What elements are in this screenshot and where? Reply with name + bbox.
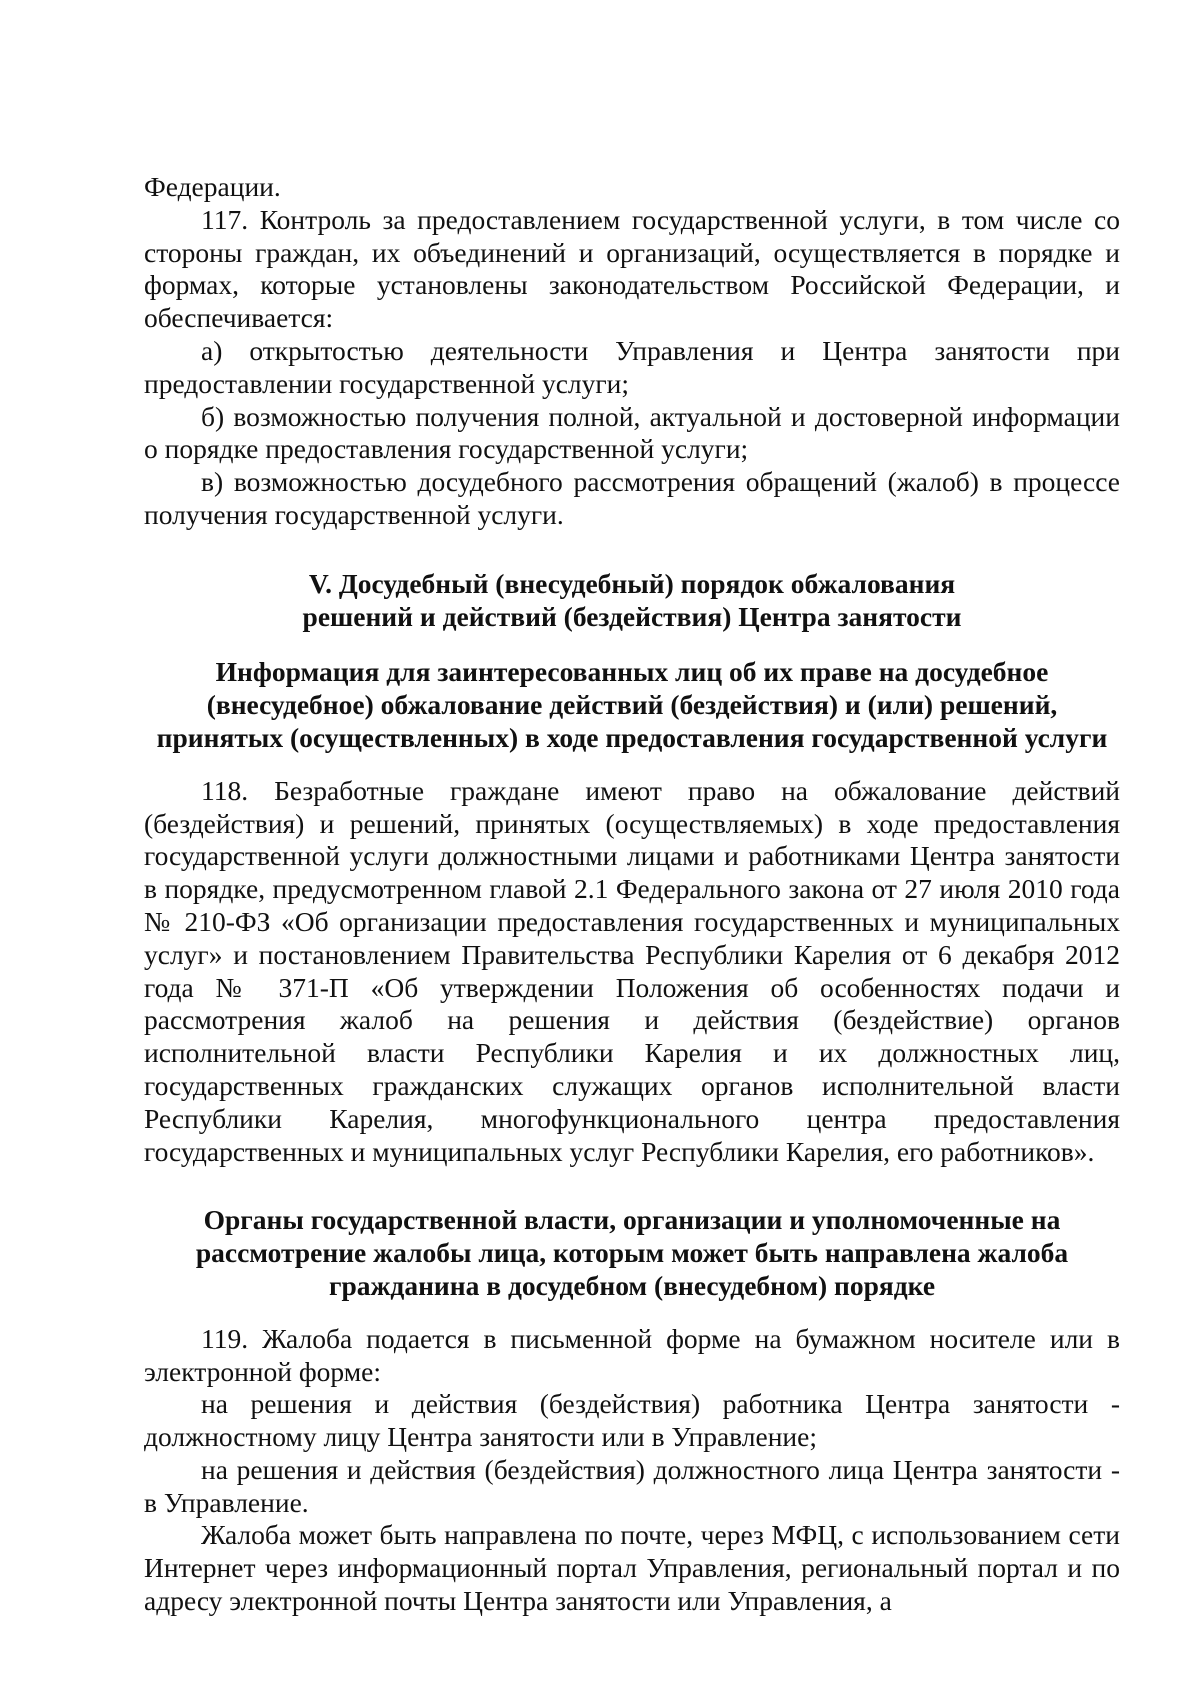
organs-heading: Органы государственной власти, организации и уполномоченные на рассмотрение жалобы лица, которым может быть направлена жалоба гражданина в досудебном (внесудебном) порядке	[195, 1204, 1069, 1301]
paragraph-117-v: в) возможностью досудебного рассмотрения обращений (жалоб) в процессе получения государственной услуги.	[144, 466, 1120, 530]
paragraph-119-item-2: на решения и действия (бездействия) должностного лица Центра занятости - в Управление.	[144, 1453, 1120, 1518]
continuation-text: Федерации.	[144, 171, 281, 202]
paragraph-117-a: а) открытостью деятельности Управления и Центра занятости при предоставлении государственной услуги;	[144, 334, 1120, 399]
info-heading: Информация для заинтересованных лиц об их праве на досудебное (внесудебное) обжалование действий (бездействия) и (или) решений, принятых (осуществленных) в ходе предоставления государственной услуги	[156, 656, 1108, 753]
paragraph-119: 119. Жалоба подается в письменной форме на бумажном носителе или в электронной форме:	[144, 1322, 1120, 1387]
paragraph-119-item-1: на решения и действия (бездействия) работника Центра занятости - должностному лицу Центра занятости или в Управление;	[144, 1388, 1120, 1453]
section-5-title	[144, 568, 1120, 634]
paragraph-117-b: б) возможностью получения полной, актуальной и достоверной информации о порядке предоставления государственной услуги;	[144, 400, 1120, 465]
section-5-title-line-2: решений и действий (бездействия) Центра занятости	[302, 600, 962, 632]
spacer	[144, 755, 1120, 775]
paragraph-117: 117. Контроль за предоставлением государственной услуги, в том числе со стороны граждан, их объединений и организаций, осуществляется в порядке и формах, которые установлены законодательством Российской Федерации, и обеспечивается:	[144, 203, 1120, 334]
section-5-title-line-1: V. Досудебный (внесудебный) порядок обжалования	[308, 567, 956, 599]
paragraph-118: 118. Безработные граждане имеют право на обжалование действий (бездействия) и решений, принятых (осуществляемых) в ходе предоставления государственной услуги должностными лицами и работниками Центра занятости в порядке, предусмотренном главой 2.1 Федерального закона от 27 июля 2010 года № 210-ФЗ «Об организации предоставления государственных и муниципальных услуг» и постановлением Правительства Республики Карелия от 6 декабря 2012 года № 371-П «Об утверждении Положения об особенностях подачи и рассмотрения жалоб на решения и действия (бездействие) органов исполнительной власти Республики Карелия и их должностных лиц, государственных гражданских служащих органов исполнительной власти Республики Карелия, многофункционального центра предоставления государственных и муниципальных услуг Республики Карелия, его работников».	[144, 774, 1120, 1167]
spacer	[144, 633, 1120, 656]
document-body	[144, 171, 1120, 1618]
spacer	[144, 1168, 1120, 1204]
paragraph-119-item-3: Жалоба может быть направлена по почте, через МФЦ, с использованием сети Интернет через информационный портал Управления, региональный портал и по адресу электронной почты Центра занятости или Управления, а	[144, 1519, 1120, 1617]
spacer	[144, 1303, 1120, 1323]
spacer	[144, 532, 1120, 568]
